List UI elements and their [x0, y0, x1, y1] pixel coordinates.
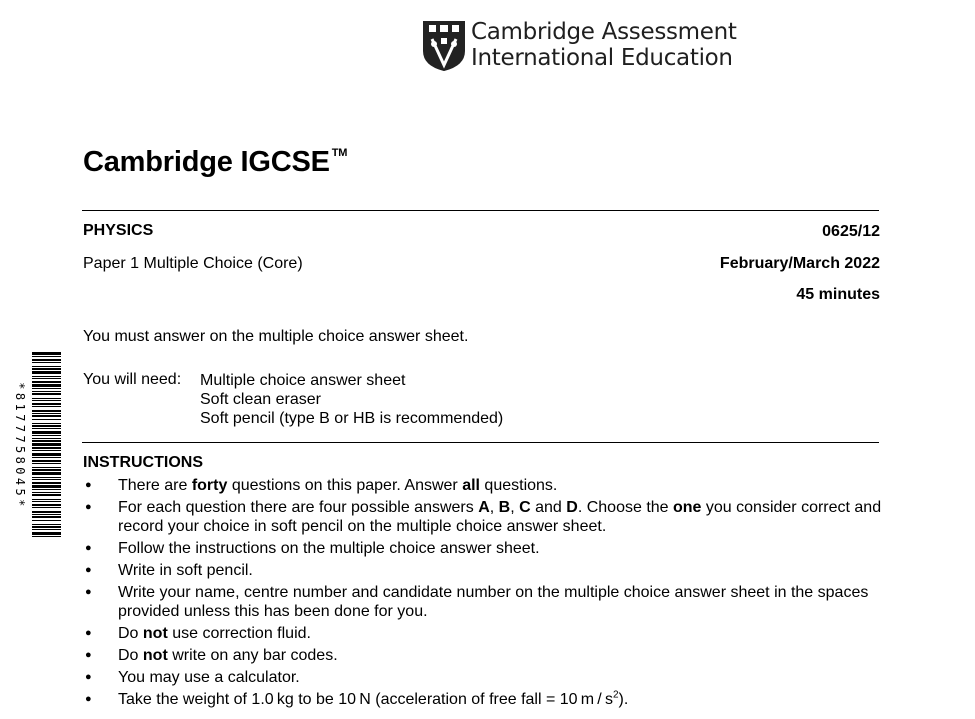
barcode-bar	[32, 381, 61, 383]
emphasis-text: one	[673, 499, 702, 516]
barcode-bar	[32, 460, 61, 462]
barcode-bar	[32, 413, 61, 414]
barcode-bar	[32, 352, 61, 355]
instruction-item	[83, 668, 883, 687]
barcode-bar	[32, 362, 61, 363]
barcode-bar	[32, 450, 61, 451]
barcode-bar	[32, 457, 61, 458]
divider-top	[82, 210, 879, 211]
instruction-item	[83, 624, 883, 643]
barcode-bar	[32, 384, 61, 387]
instruction-item	[83, 539, 883, 558]
barcode-bar	[32, 431, 61, 434]
barcode-bar	[32, 501, 61, 502]
emphasis-text: D	[566, 499, 578, 516]
answer-instruction: You must answer on the multiple choice answer sheet.	[83, 328, 469, 345]
barcode-bar	[32, 520, 61, 521]
barcode-bar	[32, 391, 61, 392]
instruction-text: you consider correct and record your choice in soft pencil on the multiple choice answer sheet.	[118, 499, 882, 535]
barcode-bar	[32, 371, 61, 374]
barcode-bar	[32, 378, 61, 379]
instruction-item	[83, 583, 883, 621]
instruction-text: questions.	[479, 477, 558, 494]
barcode-bar	[32, 529, 61, 530]
barcode-bar	[32, 425, 61, 427]
barcode-bar	[32, 526, 61, 528]
barcode-bar	[32, 359, 61, 361]
barcode-bar	[32, 415, 61, 417]
instruction-text: There are	[118, 477, 192, 494]
barcode-bar	[32, 435, 61, 436]
instruction-text: Follow the instructions on the multiple choice answer sheet.	[118, 540, 540, 557]
barcode-bar	[32, 406, 61, 407]
emphasis-text: C	[519, 499, 531, 516]
subject-name: PHYSICS	[83, 222, 154, 239]
paper-name: Paper 1 Multiple Choice (Core)	[83, 255, 303, 272]
barcode-bar	[32, 376, 61, 377]
emphasis-text: forty	[191, 477, 228, 494]
emphasis-text: A	[478, 499, 490, 516]
barcode-bar	[32, 366, 61, 367]
emphasis-text: B	[498, 499, 511, 516]
instruction-item	[83, 476, 883, 495]
barcode-bar	[32, 388, 61, 389]
organisation-name-line2: International Education	[471, 45, 733, 71]
barcode-bar	[32, 356, 61, 357]
barcode-bar	[32, 467, 61, 468]
barcode-bar	[32, 536, 61, 537]
barcode-bar	[32, 479, 61, 480]
barcode-bar	[32, 428, 61, 429]
barcode-bar	[32, 507, 61, 508]
exam-duration: 45 minutes	[796, 286, 880, 303]
barcode-bar	[32, 463, 61, 464]
instruction-item	[83, 498, 883, 536]
barcode-bar	[32, 453, 61, 456]
instruction-text: Take the weight of 1.0 kg to be 10 N (acceleration of free fall = 10 m / s	[118, 691, 613, 708]
qualification-title: Cambridge IGCSE	[83, 146, 330, 178]
needed-item: Soft pencil (type B or HB is recommended)	[200, 410, 504, 427]
barcode-bar	[32, 482, 61, 484]
instruction-text: ).	[618, 691, 629, 708]
barcode-bar	[32, 532, 61, 535]
barcode-bar	[32, 447, 61, 449]
organisation-name-line1: Cambridge Assessment	[471, 19, 737, 45]
barcode-bar	[32, 472, 61, 475]
barcode-bar	[32, 419, 61, 420]
instructions-heading: INSTRUCTIONS	[83, 454, 203, 471]
barcode-bar	[32, 368, 61, 370]
barcode-bar	[32, 400, 61, 401]
barcode-bar	[32, 516, 61, 518]
emphasis-text: not	[142, 625, 168, 642]
barcode-bar	[32, 489, 61, 490]
emphasis-text: not	[142, 647, 168, 664]
barcode-bar	[32, 423, 61, 424]
barcode-bar	[32, 469, 61, 471]
barcode-bar	[32, 494, 61, 496]
emphasis-text: all	[462, 477, 480, 494]
barcode-bar	[32, 524, 61, 525]
instruction-text: questions on this paper. Answer	[227, 477, 463, 494]
needed-item: Soft clean eraser	[200, 391, 321, 408]
instructions-list	[83, 476, 883, 712]
barcode-bar	[32, 410, 61, 412]
barcode-bar	[32, 443, 61, 446]
instruction-text: ,	[510, 499, 520, 516]
you-will-need-list	[200, 371, 503, 428]
barcode-number: *8177758045*	[13, 382, 27, 510]
instruction-text: Write in soft pencil.	[118, 562, 253, 579]
barcode-bar	[32, 438, 61, 439]
instruction-text: For each question there are four possible answers	[118, 499, 479, 516]
instruction-text: write on any bar codes.	[167, 647, 338, 664]
barcode-bar	[32, 440, 61, 442]
barcode-bar	[32, 504, 61, 506]
barcode-bar	[32, 492, 61, 493]
university-crest-icon	[423, 21, 465, 71]
divider-middle	[82, 442, 879, 443]
you-will-need-label: You will need:	[83, 371, 182, 388]
organisation-logo-text	[471, 19, 737, 71]
instruction-text: Do	[118, 625, 143, 642]
needed-item: Multiple choice answer sheet	[200, 372, 406, 389]
instruction-text: and	[530, 499, 567, 516]
trademark-mark: TM	[331, 147, 348, 159]
page-title	[83, 146, 347, 179]
instruction-item	[83, 690, 883, 709]
barcode-bar	[32, 403, 61, 405]
instruction-text: use correction fluid.	[167, 625, 311, 642]
barcode-bar	[32, 485, 61, 488]
instruction-text: Do	[118, 647, 143, 664]
instruction-text: Write your name, centre number and candidate number on the multiple choice answer sheet in the spaces provided unless this has been done for you.	[118, 584, 869, 620]
instruction-text: 2	[612, 689, 619, 701]
barcode-bar	[32, 398, 61, 399]
barcode-bar	[32, 393, 61, 395]
barcode-bar	[32, 477, 61, 478]
paper-code: 0625/12	[822, 223, 880, 240]
instruction-text: ,	[489, 499, 499, 516]
instruction-text: . Choose the	[577, 499, 673, 516]
instruction-item	[83, 646, 883, 665]
barcode-bar	[32, 499, 61, 500]
barcode-bar	[32, 514, 61, 515]
instruction-text: You may use a calculator.	[118, 669, 300, 686]
exam-session: February/March 2022	[719, 255, 880, 272]
barcode-bar	[32, 511, 61, 513]
instruction-item	[83, 561, 883, 580]
